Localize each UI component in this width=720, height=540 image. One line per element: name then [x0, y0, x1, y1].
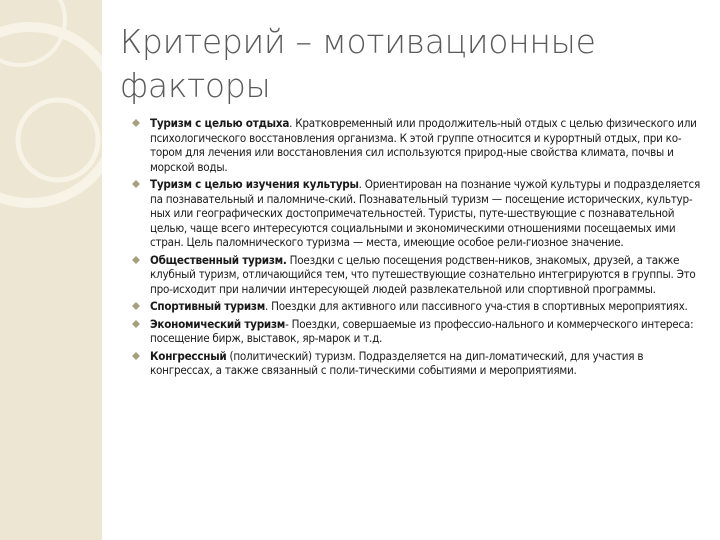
decorative-circles: [0, 0, 102, 540]
bullet-term: Туризм с целью изучения культуры: [150, 177, 359, 191]
bullet-item: [130, 116, 700, 174]
bullet-text: . Ориентирован на познание чужой культуры и подразделяется па познавательный и паломниче-ский. Познавательный туризм — посещение исторических, культур-ных или географических достопримечательностей. Туристы, путе-шествующие с познавательной целью, чаще всего интересуются социальными и экономическими отношениями посещаемых ими стран. Цель паломнического туризма — места, имеющие особое рели-гиозное значение.: [150, 177, 701, 249]
bullet-term: Спортивный туризм: [150, 299, 265, 313]
bullet-item: [130, 177, 700, 250]
bullet-text: - Поездки, совершаемые из профессио-нального и коммерческого интереса: посещение бирж, выставок, яр-марок и т.д.: [150, 316, 694, 345]
bullet-item: [130, 253, 700, 297]
bullet-text: (политический) туризм. Подразделяется на дип-ломатический, для участия в конгрессах, а также связанный с поли-тическими событиями и мероприятиями.: [150, 348, 644, 377]
bullet-diamond-icon: [132, 256, 140, 264]
bullet-diamond-icon: [132, 119, 140, 127]
decorative-side-band: [0, 0, 102, 540]
slide-title: [120, 20, 700, 108]
slide-title-line-2: факторы: [120, 66, 271, 105]
bullet-item: [130, 349, 700, 378]
bullet-term: Общественный туризм.: [150, 252, 287, 267]
bullet-diamond-icon: [132, 352, 140, 360]
bullet-term: Туризм с целью отдыха: [150, 116, 290, 130]
bullet-diamond-icon: [132, 320, 140, 328]
slide-title-line-1: Критерий – мотивационные: [120, 22, 596, 61]
bullet-list: [130, 116, 700, 381]
bullet-item: [130, 317, 700, 346]
bullet-term: Экономический туризм: [150, 316, 286, 331]
bullet-diamond-icon: [132, 180, 140, 188]
bullet-text: . Кратковременный или продолжитель-ный отдых с целью физического или психологического восстановления организма. К этой группе относится и курортный отдых, при ко-тором для лечения или восстановления сил используются природ-ные свойства климата, почвы и морской воды.: [150, 116, 697, 174]
bullet-term: Конгрессный: [150, 348, 227, 363]
bullet-text: . Поездки для активного или пассивного уча-стия в спортивных мероприятиях.: [264, 299, 688, 313]
bullet-diamond-icon: [132, 302, 140, 310]
bullet-text: Поездки с целью посещения родствен-ников, знакомых, друзей, а также клубный туризм, отличающийся тем, что путешествующие сознательно интегрируются в группы. Это про-исходит при наличии интересующей людей развлекательной или спортивной программы.: [150, 252, 696, 296]
bullet-item: [130, 299, 700, 314]
